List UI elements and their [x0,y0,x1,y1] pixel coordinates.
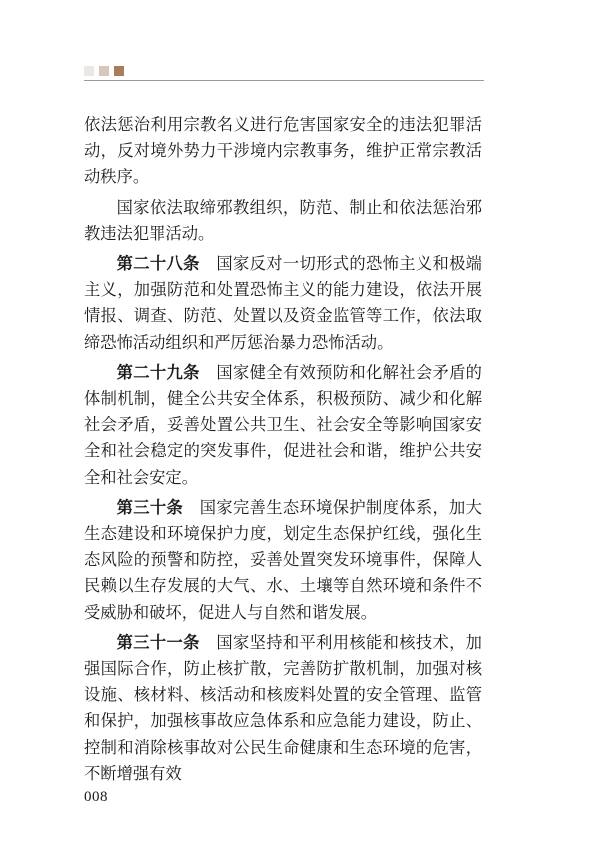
paragraph-2 [84,195,482,247]
article-number: 第二十九条 [116,362,200,382]
header-rule [84,80,484,81]
article-text: 国家完善生态环境保护制度体系，加大生态建设和环境保护力度，划定生态保护红线，强化生态风险的预警和防控，妥善处置突发环境事件，保障人民赖以生存发展的大气、水、土壤等自然环境和条件不受威胁和破坏，促进人与自然和谐发展。 [84,497,482,622]
paragraph-1 [84,112,482,191]
article-text: 国家坚持和平利用核能和核技术，加强国际合作，防止核扩散，完善防扩散机制，加强对核设施、核材料、核活动和核废料处置的安全管理、监管和保护，加强核事故应急体系和应急能力建设，防止、控制和消除核事故对公民生命健康和生态环境的危害，不断增强有效 [84,632,482,783]
header-square-dark [114,66,124,76]
page-number: 008 [84,789,108,805]
article-30 [84,495,482,626]
paragraph-text: 国家依法取缔邪教组织，防范、制止和依法惩治邪教违法犯罪活动。 [84,197,482,243]
body-text [84,112,482,787]
paragraph-text: 依法惩治利用宗教名义进行危害国家安全的违法犯罪活动，反对境外势力干涉境内宗教事务，维护正常宗教活动秩序。 [84,115,482,187]
article-number: 第三十一条 [116,632,200,652]
article-number: 第三十条 [116,497,184,517]
article-28 [84,251,482,356]
article-text: 国家健全有效预防和化解社会矛盾的体制机制，健全公共安全体系，积极预防、减少和化解社会矛盾，妥善处置公共卫生、社会安全等影响国家安全和社会稳定的突发事件，促进社会和谐，维护公共安全和社会安定。 [84,362,482,487]
article-31 [84,630,482,787]
article-29 [84,360,482,491]
header-square-mid [99,66,109,76]
header-square-light [84,66,94,76]
article-number: 第二十八条 [116,254,200,274]
article-text: 国家反对一切形式的恐怖主义和极端主义，加强防范和处置恐怖主义的能力建设，依法开展情报、调查、防范、处置以及资金监管等工作，依法取缔恐怖活动组织和严厉惩治暴力恐怖活动。 [84,254,482,352]
page-header [84,66,484,84]
